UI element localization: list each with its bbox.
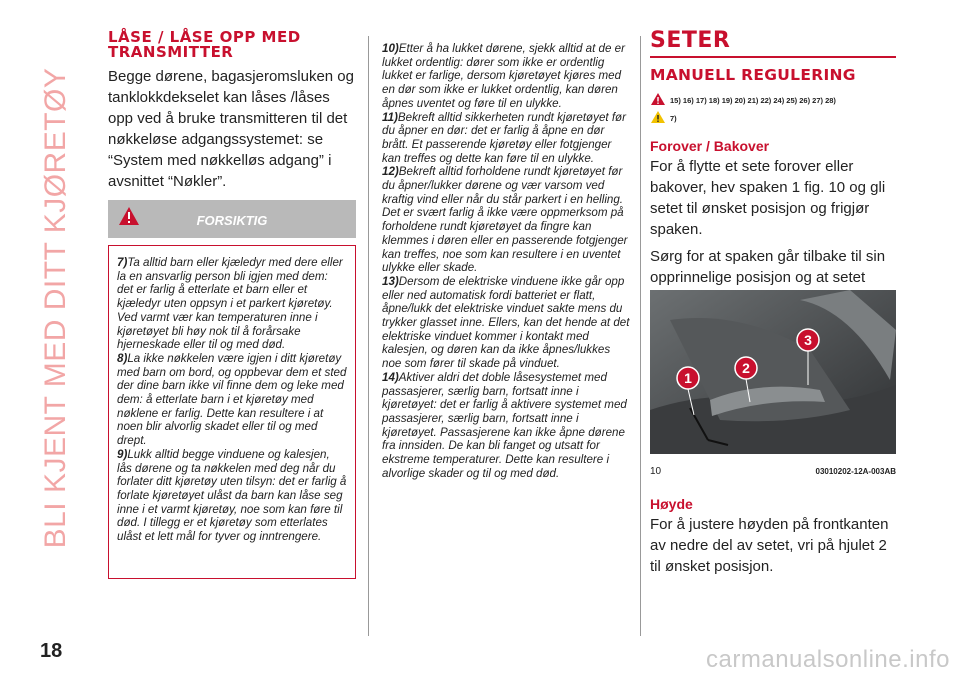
side-section-title-text: BLI KJENT MED DITT KJØRETØY [39,67,72,549]
caution-refs [650,110,677,129]
warning-text: Bekreft alltid sikkerheten rundt kjøretøyet før du åpner en dør: det er farlig å åpne en dør brått. Et passerende kjøretøy eller fotgjenger kan treffes og dette kan føre til en ulykke. [382,110,626,165]
caution-label: FORSIKTIG [196,213,268,228]
figure-label: 2 [742,360,750,376]
warning-number: 8) [117,351,128,365]
section-heading: MANUELL REGULERING [650,66,856,84]
figure-label: 3 [804,332,812,348]
warning-text: La ikke nøkkelen være igjen i ditt kjøretøy med barn om bord, og oppbevar dem et sted der dine barn ikke vil finne dem og leke med dem: å etterlate barn i et kjøretøy med nøklene er farlig. Dette kan resultere i at noen blir alvorlig skadet eller til og med drept. [117,351,347,448]
body-paragraph: For å justere høyden på frontkanten av nedre del av setet, vri på hjulet 2 til ønsket posisjon. [650,516,889,575]
warning-item [117,448,347,544]
warning-text: Etter å ha lukket dørene, sjekk alltid at de er lukket ordentlig: dører som ikke er ordentlig lukket er farlige, dersom kjøretøyet kjøres med en dør som ikke er lukket ordentlig, kan døren åpnes uventet og føre til en ulykke. [382,42,625,110]
caution-warnings [108,245,356,579]
caution-banner [108,200,356,238]
body-paragraph: Begge dørene, bagasjeromsluken og tanklokkdekselet kan låses /låses opp ved å bruke transmitteren til det nøkkeløse adgangssystemet: se “System med nøkkelløs adgang” i avsnittet “Nøkler”. [108,68,354,190]
danger-refs [650,92,836,111]
warning-item [382,275,630,371]
column-divider [368,36,369,636]
warning-text: Bekreft alltid forholdene rundt kjøretøyet før du åpner/lukker dørene og vær varsom ved kraftig vind eller når du står parkert i en helling. Det er svært farlig å ikke være oppmerksom på forholdene rundt kjøretøyet da fingre kan klemmes i døren eller en passerende fotgjenger kan treffes, noe som kan resultere i en uventet ulykke eller skade. [382,165,628,275]
warning-number: 11) [382,110,398,124]
reference-numbers: 15) 16) 17) 18) 19) 20) 21) 22) 24) 25) 26) 27) 28) [670,96,836,105]
chapter-title: SETER [650,28,731,53]
warning-text: Ta alltid barn eller kjæledyr med dere eller la en ansvarlig person bli igjen med dem: det er farlig å etterlate et barn eller et kjæledyr uten oppsyn i et parkert kjøretøy. Ved varmt vær kan temperaturen inne i kjøretøyet bli høy nok til å forårsake hjerneskade eller til og med død. [117,256,343,352]
warning-item [382,42,630,111]
subsection-heading: Høyde [650,496,693,512]
body-paragraph: Sørg for at spaken går tilbake til sin opprinnelige posisjon og at setet [650,248,886,286]
warning-item [117,256,347,352]
warning-item [382,165,630,275]
subsection-heading: Forover / Bakover [650,138,770,154]
warning-number: 7) [117,256,128,269]
side-section-title [36,28,76,588]
watermark: carmanualsonline.info [706,646,950,673]
warning-number: 10) [382,42,399,55]
warning-number: 12) [382,165,399,179]
seat-figure [650,290,896,454]
warning-item [117,352,347,448]
warning-number: 14) [382,370,399,384]
column-divider [640,36,641,636]
caution-triangle-icon [650,110,666,124]
column-1 [108,30,358,192]
page-number: 18 [40,640,63,662]
warning-item [382,111,630,166]
warning-text: Dersom de elektriske vinduene ikke går opp eller ned automatisk fordi batteriet er flatt, åpne/lukk det elektriske vinduet sakte mens du trykker glasset inne. Ellers, kan det hende at det elektriske vinduet kommer i kontakt med kalesjen, og døren kan da ikke åpnes/lukkes noe som fører til skade på vinduet. [382,274,630,371]
column-2 [382,42,630,481]
warning-text: Aktiver aldri det doble låsesystemet med passasjerer, særlig barn, fortsatt inne i kjøretøyet: det er farlig å aktivere systemet med passasjerer, særlig barn, fortsatt inne i kjøretøyet. Passasjerene kan ikke åpne dørene fra innsiden. De kan bli fanget og utsatt for ekstreme temperaturer. Dette kan resultere i alvorlige skader og til og med død. [382,370,627,480]
title-rule [650,56,896,58]
height-section [650,496,896,577]
warning-text: Lukk alltid begge vinduene og kalesjen, lås dørene og ta nøkkelen med deg når du forlater ditt kjøretøy uten tilsyn: det er farlig å forlate kjøretøyet ulåst da barn kan låse seg inne i et varmt kjøretøy, noe som kan føre til død. I tillegg er et kjøretøy som etterlates ulåst et lett mål for tyver og inntrengere. [117,447,347,544]
warning-number: 13) [382,274,399,288]
body-paragraph: For å flytte et sete forover eller bakover, hev spaken 1 fig. 10 og gli setet til ønsket posisjon og frigjør spaken. [650,158,886,238]
figure-number: 10 [650,466,662,477]
reference-numbers: 7) [670,114,677,123]
warning-triangle-icon [650,92,666,106]
warning-item [382,371,630,481]
seat-illustration [650,290,896,454]
warning-references [650,92,896,126]
figure-label: 1 [684,370,692,386]
warning-number: 9) [117,447,128,461]
section-heading: LÅSE / LÅSE OPP MED TRANSMITTER [108,28,301,61]
figure-code: 03010202-12A-003AB [815,467,896,476]
column-3 [650,30,896,330]
